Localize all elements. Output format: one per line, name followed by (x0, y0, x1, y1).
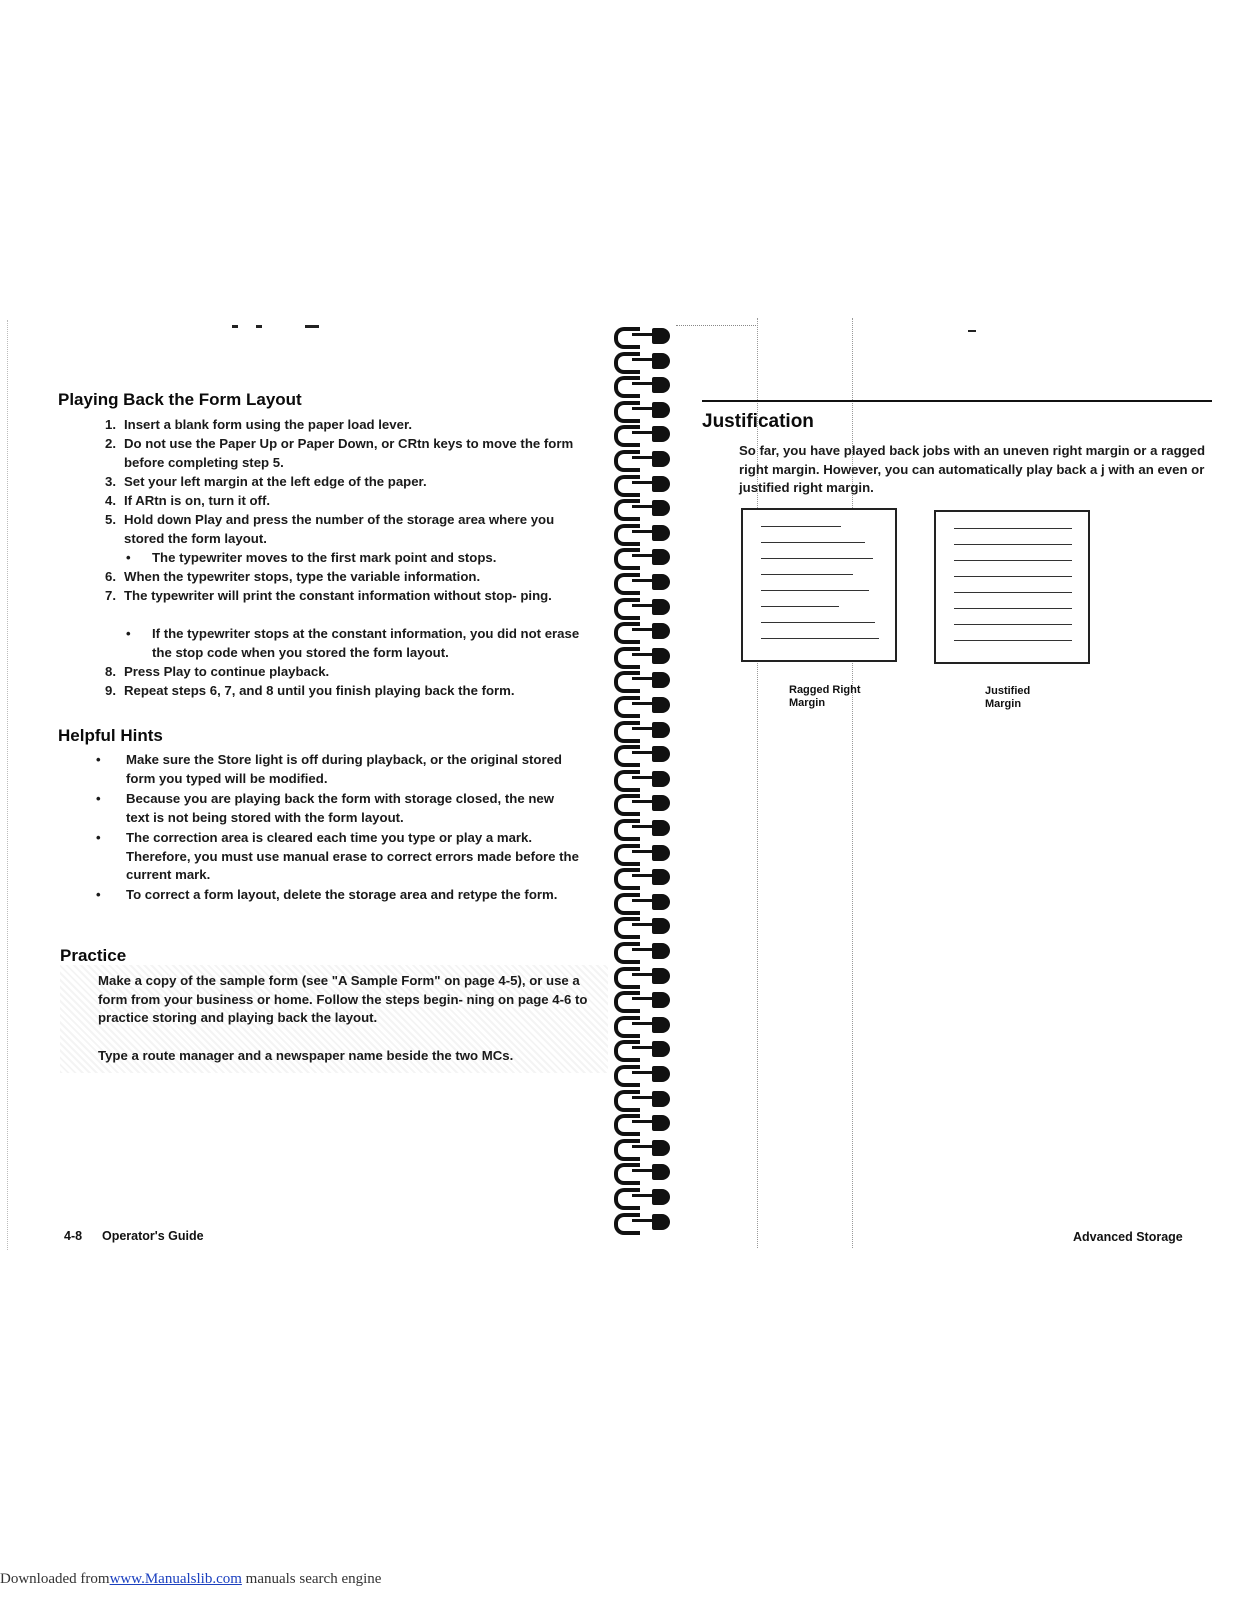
footer-page-number: 4-8 (64, 1229, 83, 1243)
download-suffix: manuals search engine (245, 1571, 382, 1587)
step-number: 4. (105, 493, 116, 508)
section-title-practice: Practice (60, 946, 127, 965)
step-text: Hold down Play and press the number of the storage area where you stored the form layout. (124, 512, 555, 546)
spiral-ring (612, 891, 676, 911)
hint-text: Because you are playing back the form with storage closed, the new text is not being stored with the form layout. (126, 791, 554, 825)
step-number: 5. (105, 512, 116, 527)
bullet-icon: • (96, 752, 101, 767)
step-number: 6. (105, 569, 116, 584)
dotted-top-rule (676, 325, 756, 326)
text-line (761, 526, 841, 527)
spiral-ring (612, 989, 676, 1009)
spiral-ring (612, 620, 676, 640)
scan-mark (305, 325, 319, 328)
spiral-ring (612, 915, 676, 935)
spiral-ring (612, 743, 676, 763)
step-item (94, 473, 594, 492)
spiral-ring (612, 546, 676, 566)
spiral-ring (612, 1112, 676, 1132)
step-text: Press Play to continue playback. (124, 664, 330, 679)
step-number: 7. (105, 588, 116, 603)
spiral-ring (612, 1063, 676, 1083)
spiral-ring (612, 497, 676, 517)
spiral-ring (612, 596, 676, 616)
text-line (954, 608, 1072, 609)
bullet-icon: • (126, 550, 131, 565)
step-bullet (94, 549, 594, 568)
figure-caption-justified: Justified Margin (985, 685, 1031, 710)
spiral-ring (612, 645, 676, 665)
text-line (761, 638, 879, 639)
step-text: If ARtn is on, turn it off. (124, 493, 271, 508)
section-rule (702, 400, 1212, 402)
spiral-ring (612, 473, 676, 493)
manualslib-link[interactable]: www.Manualslib.com (109, 1571, 242, 1587)
text-line (954, 528, 1072, 529)
bullet-icon: • (96, 830, 101, 845)
scan-mark (968, 330, 976, 332)
spiral-binding (612, 325, 682, 1553)
step-item (94, 587, 594, 625)
hint-item (96, 886, 596, 924)
steps-list (94, 416, 594, 701)
scan-mark (256, 325, 262, 328)
spiral-ring (612, 965, 676, 985)
spiral-ring (612, 1186, 676, 1206)
step-number: 9. (105, 683, 116, 698)
step-text: The typewriter will print the constant information without stop- ping. (124, 588, 552, 603)
hint-text: Make sure the Store light is off during playback, or the original stored form you typed will be modified. (126, 752, 562, 786)
step-number: 2. (105, 436, 116, 451)
spiral-ring (612, 423, 676, 443)
page-edge-line (7, 320, 8, 1250)
download-footer (0, 1571, 381, 1588)
step-text: Insert a blank form using the paper load lever. (124, 417, 413, 432)
step-text: When the typewriter stops, type the variable information. (124, 569, 481, 584)
bullet-icon: • (126, 626, 131, 641)
text-line (761, 558, 873, 559)
spiral-ring (612, 719, 676, 739)
footer-book-title: Operator's Guide (102, 1229, 204, 1243)
text-line (761, 606, 839, 607)
step-bullet (94, 625, 594, 663)
text-line (954, 592, 1072, 593)
spiral-ring (612, 866, 676, 886)
step-text: Repeat steps 6, 7, and 8 until you finish playing back the form. (124, 683, 515, 698)
hint-text: The correction area is cleared each time you type or play a mark. Therefore, you must use manual erase to correct errors made before the current mark. (126, 830, 579, 882)
figure-ragged-right (741, 508, 897, 662)
spiral-ring (612, 768, 676, 788)
spiral-ring (612, 792, 676, 812)
footer-chapter-title: Advanced Storage (1073, 1230, 1183, 1244)
step-text: The typewriter moves to the first mark point and stops. (152, 550, 497, 565)
text-line (954, 576, 1072, 577)
spiral-ring (612, 694, 676, 714)
hint-text: To correct a form layout, delete the storage area and retype the form. (126, 887, 558, 902)
text-line (761, 574, 853, 575)
step-item (94, 568, 594, 587)
step-item (94, 435, 594, 473)
spiral-ring (612, 399, 676, 419)
spiral-ring (612, 522, 676, 542)
figure-caption-ragged: Ragged Right Margin (789, 684, 861, 709)
section-title-playing-back: Playing Back the Form Layout (58, 390, 302, 409)
text-line (761, 590, 869, 591)
spiral-ring (612, 325, 676, 345)
spiral-ring (612, 350, 676, 370)
hint-item (96, 790, 596, 828)
spiral-ring (612, 1014, 676, 1034)
text-line (954, 640, 1072, 641)
spiral-ring (612, 842, 676, 862)
figure-justified (934, 510, 1090, 664)
step-item (94, 511, 594, 549)
text-line (761, 622, 875, 623)
justification-text: So far, you have played back jobs with an uneven right margin or a ragged right margin. However, you can automatically play back a j with an even or justified right margin. (739, 443, 1206, 495)
practice-paragraph: Make a copy of the sample form (see "A Sample Form" on page 4-5), or use a form from your business or home. Follow the steps begin- ning on page 4-6 to practice storing and playing back the layout. (98, 973, 588, 1025)
text-line (954, 560, 1072, 561)
spiral-ring (612, 1038, 676, 1058)
step-text: If the typewriter stops at the constant information, you did not erase the stop code when you stored the form layout. (152, 626, 580, 660)
section-title-justification: Justification (702, 411, 814, 432)
hints-list (96, 751, 596, 925)
practice-paragraph: Type a route manager and a newspaper name beside the two MCs. (98, 1048, 514, 1063)
text-line (954, 624, 1072, 625)
step-number: 3. (105, 474, 116, 489)
spiral-ring (612, 940, 676, 960)
section-title-helpful-hints: Helpful Hints (58, 726, 163, 745)
bullet-icon: • (96, 791, 101, 806)
step-text: Do not use the Paper Up or Paper Down, or CRtn keys to move the form before completing step 5. (124, 436, 574, 470)
spiral-ring (612, 571, 676, 591)
step-item (94, 682, 594, 701)
hint-item (96, 829, 596, 885)
spiral-ring (612, 1211, 676, 1231)
spiral-ring (612, 1137, 676, 1157)
step-number: 1. (105, 417, 116, 432)
justification-paragraph (739, 442, 1237, 498)
hint-item (96, 751, 596, 789)
step-item (94, 663, 594, 682)
text-line (761, 542, 865, 543)
text-line (954, 544, 1072, 545)
bullet-icon: • (96, 887, 101, 902)
scan-mark (232, 325, 238, 328)
spiral-ring (612, 1161, 676, 1181)
step-text: Set your left margin at the left edge of the paper. (124, 474, 427, 489)
spiral-ring (612, 1088, 676, 1108)
spiral-ring (612, 374, 676, 394)
spiral-ring (612, 448, 676, 468)
spiral-ring (612, 669, 676, 689)
step-item (94, 416, 594, 435)
step-item (94, 492, 594, 511)
download-prefix: Downloaded from (0, 1571, 110, 1587)
spiral-ring (612, 817, 676, 837)
step-number: 8. (105, 664, 116, 679)
